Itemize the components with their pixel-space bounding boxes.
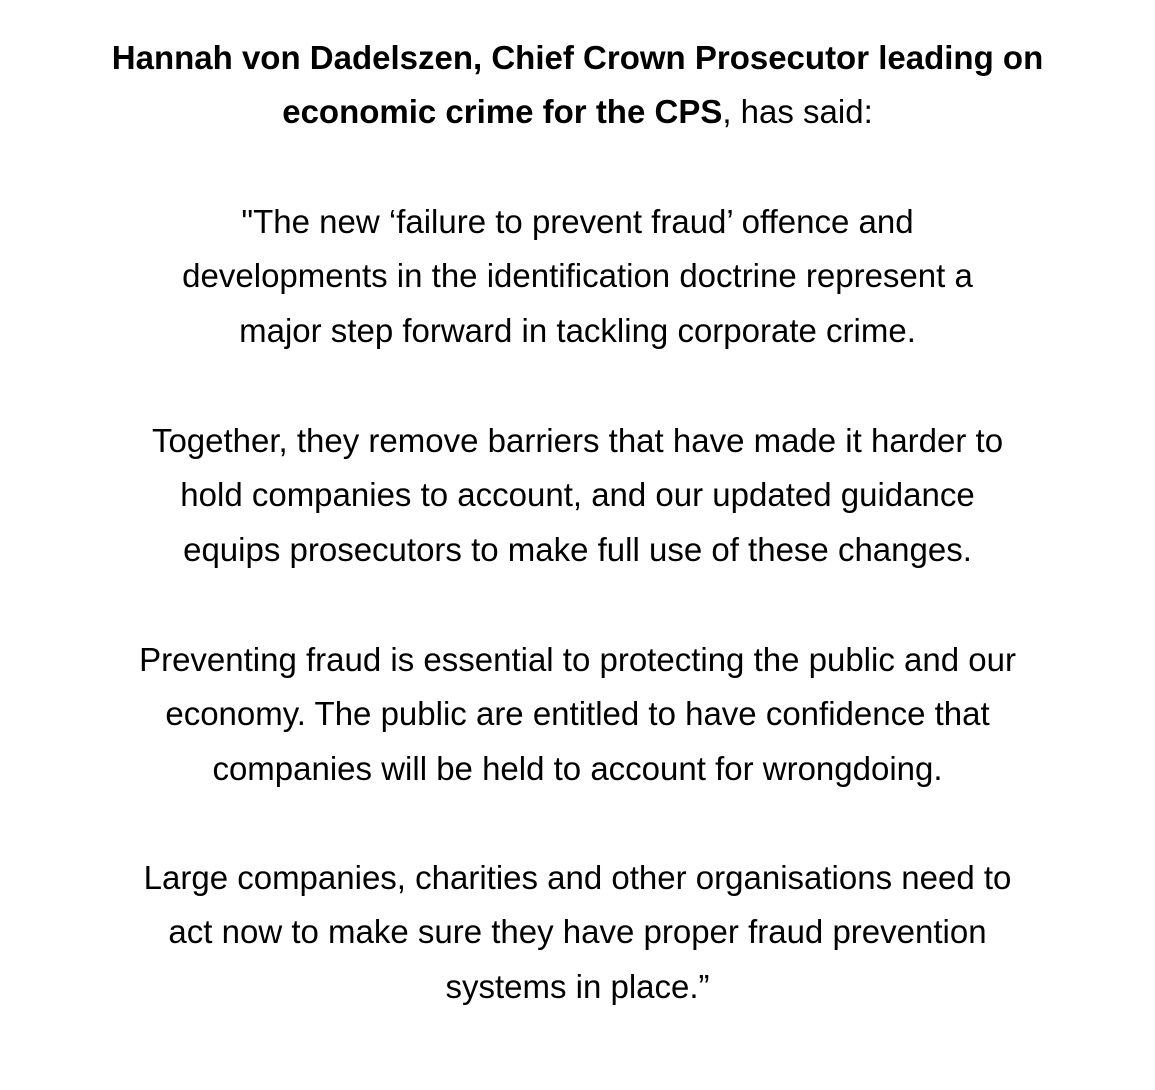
quote-p3-line-1: Preventing fraud is essential to protecting the public and our [139,641,1016,678]
quote-p1-line-1: "The new ‘failure to prevent fraud’ offence and [241,203,914,240]
quote-p3-line-3: companies will be held to account for wrongdoing. [212,750,943,787]
quote-p4-line-1: Large companies, charities and other organisations need to [143,859,1012,896]
quote-p1-line-3: major step forward in tackling corporate crime. [239,312,916,349]
quote-p1-line-2: developments in the identification doctrine represent a [182,257,973,294]
quote-p3-line-2: economy. The public are entitled to have confidence that [165,695,990,732]
quote-p2-line-1: Together, they remove barriers that have made it harder to [151,422,1004,459]
quote-p4-line-3: systems in place.” [445,968,710,1005]
speaker-role: economic crime for the CPS [282,93,723,130]
quote-p2-line-3: equips prosecutors to make full use of these changes. [183,531,972,568]
quote-p2-line-2: hold companies to account, and our updated guidance [180,476,975,513]
speaker-line-2 [0,92,1155,132]
speaker-line-1: Hannah von Dadelszen, Chief Crown Prosecutor leading on [111,39,1044,76]
speaker-attribution: , has said: [722,93,873,130]
quote-p4-line-2: act now to make sure they have proper fraud prevention [168,913,987,950]
